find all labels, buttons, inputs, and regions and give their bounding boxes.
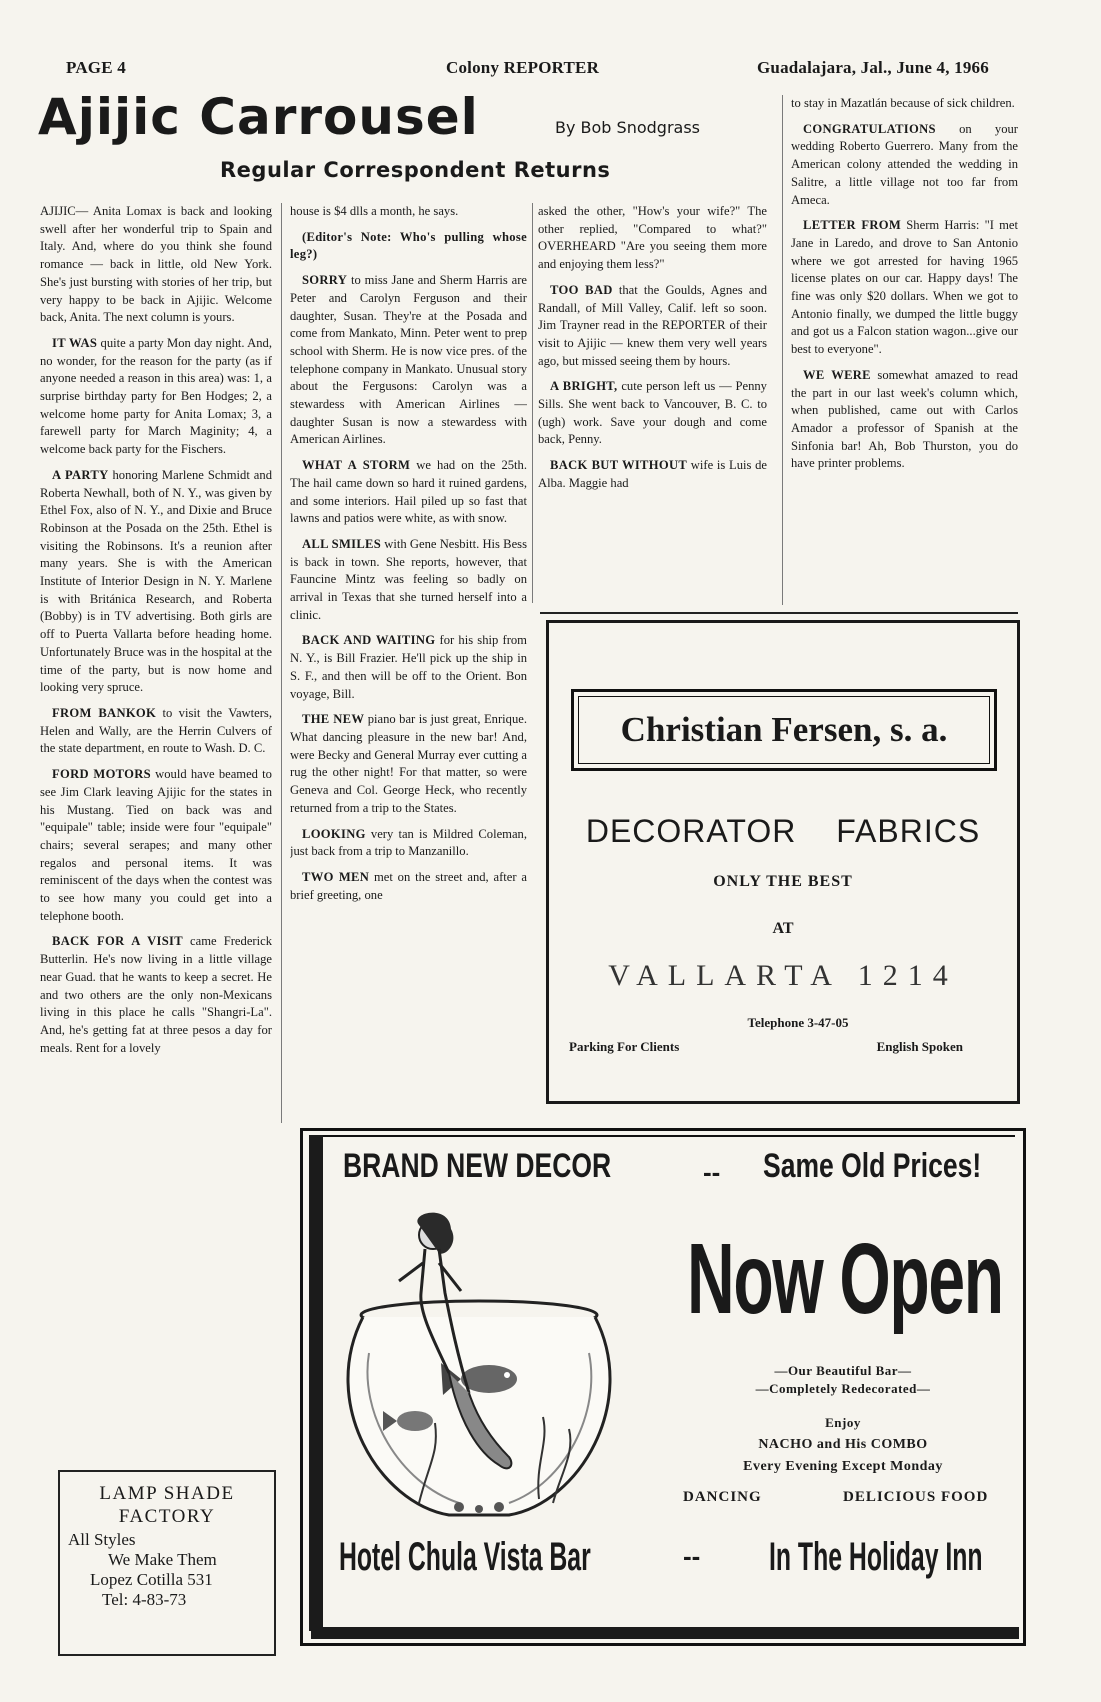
paragraph-lead: (Editor's Note: Who's pulling whose leg?) (290, 229, 527, 262)
paragraph-text: met on the street and, after a brief greeting, one (290, 869, 527, 902)
chula-dancing: DANCING (683, 1489, 762, 1505)
paragraph-text: would have beamed to see Jim Clark leaving Ajijic for the states in his Mustang. Tied on back was and "equipale" table; inside were four "equipale" chairs; several serapes; and many other regalos and personal items. It was reminiscent of the days when the contest was to see how many you could get into a telephone booth. (40, 767, 272, 923)
article-paragraph (791, 95, 1018, 113)
fersen-company-name: Christian Fersen, s. a. (620, 710, 948, 749)
paragraph-lead: FROM BANKOK (52, 705, 157, 720)
article-paragraph (290, 632, 527, 703)
article-paragraph (538, 203, 767, 274)
paragraph-text: somewhat amazed to read the part in our last week's column which, when published, came out with Carlos Amador a professor of Spanish at the Sinfonia bar! Ah, Bob Thurston, you do have printer problems. (791, 367, 1018, 471)
paragraph-text: Sherm Harris: "I met Jane in Laredo, and drove to San Antonio where we got arrested for having 1965 license plates on our car. Happy days! The fine was only $20 dollars. When we got to Antonio finally, we dumped the little buggy and got us a Falcon station wagon...give our best to everyone". (791, 218, 1018, 357)
paragraph-lead: WHAT A STORM (302, 458, 411, 473)
chula-redecorated-line: —Completely Redecorated— (755, 1381, 931, 1396)
lamp-ad-address: Lopez Cotilla 531 (90, 1570, 213, 1589)
lamp-ad-line: All Styles (68, 1530, 136, 1549)
fersen-address: VALLARTA 1214 (608, 959, 958, 992)
chula-bar-line: —Our Beautiful Bar— (774, 1363, 912, 1378)
paragraph-text: honoring Marlene Schmidt and Roberta Newhall, both of N. Y., was given by Ethel Fox, also of N. Y., and Dixie and Bruce Robinson at the Posada on the 25th. Ethel is visiting the Robinsons. It's a reunion after many years. She is with the American Institute of Interior Design in N. Y. Marlene is with Británica Research, and Roberta (Bobby) is in TV advertising. Both girls are off to Puerta Vallarta before heading home. Unfortunately Bruce was in the hospital at the time of the party, but is now home and looking very spruce. (40, 467, 272, 695)
article-paragraph (40, 705, 272, 758)
paragraph-text: for his ship from N. Y., is Bill Frazier. He'll pick up the ship in S. F., and then will be off to the Orient. Bon voyage, Bill. (290, 633, 527, 701)
mermaid-fishbowl-illustration (339, 1203, 619, 1533)
paragraph-text: to stay in Mazatlán because of sick children. (791, 96, 1015, 110)
paragraph-lead: FORD MOTORS (52, 767, 151, 782)
column-rule (281, 203, 282, 1123)
chula-headline: BRAND NEW DECOR (343, 1147, 612, 1185)
paragraph-lead: A BRIGHT, (550, 379, 618, 394)
paragraph-text: asked the other, "How's your wife?" The other replied, "Compared to what?" OVERHEARD "Are you seeing them more and enjoying them less?" (538, 204, 767, 272)
paragraph-text: with Gene Nesbitt. His Bess is back in town. She reports, however, that Fauncine Mintz was feeling so badly on arrival in Texas that she turned herself into a clinic. (290, 536, 527, 622)
paragraph-text: to miss Jane and Sherm Harris are Peter and Carolyn Ferguson and their daughter, Susan. They're at the Posada and come from Mankato, Minn. Peter went to prep school with Sherm. He is now vice pres. of the telephone company in Mankato. Unusual story about the Fergusons: Carolyn was a stewardess with American Airlines — daughter Susan is now a stewardess with American Airlines. (290, 273, 527, 447)
fersen-fabrics-ad (546, 620, 1020, 1104)
paragraph-text: we had on the 25th. The hail came down so hard it ruined gardens, and some interiors. Hail piled up so fast that lawns and patios were white, as with snow. (290, 458, 527, 526)
article-paragraph (40, 335, 272, 459)
paragraph-lead: WE WERE (803, 367, 871, 382)
lamp-ad-line: We Make Them (108, 1550, 217, 1569)
paragraph-text: that the Goulds, Agnes and Randall, of Mill Valley, Calif. left so soon. Jim Trayner read in the REPORTER of their visit to Ajijic — knew them very well years ago, but missed seeing them by hours. (538, 282, 767, 368)
ad-frame (311, 1135, 1015, 1137)
paragraph-text: house is $4 dlls a month, he says. (290, 204, 459, 218)
fersen-headline: DECORATOR FABRICS (585, 813, 981, 849)
paragraph-lead: ALL SMILES (302, 536, 382, 551)
paragraph-lead: A PARTY (52, 467, 109, 482)
article-paragraph (290, 229, 527, 264)
ad-frame (311, 1627, 1019, 1639)
article-paragraph (791, 367, 1018, 473)
dateline: Guadalajara, Jal., June 4, 1966 (757, 58, 989, 77)
lamp-ad-title: FACTORY (118, 1506, 216, 1527)
article-paragraph (40, 766, 272, 925)
article-paragraph (791, 217, 1018, 359)
article-column-4 (791, 95, 1018, 603)
paragraph-text: cute person left us — Penny Sills. She went back to Vancouver, B. C. to (ugh) work. Save your dough and come back, Penny. (538, 379, 767, 447)
article-paragraph (290, 869, 527, 904)
chula-vista-ad (300, 1128, 1026, 1646)
article-paragraph (290, 203, 527, 221)
paragraph-text: piano bar is just great, Enrique. What dancing pleasure in the new bar! And, were Becky and General Murray ever cutting a rug the other night! For that matter, so were Geneva and Col. George Heck, who recently returned from a trip to the States. (290, 712, 527, 815)
article-paragraph (538, 378, 767, 449)
fersen-parking: Parking For Clients (569, 1039, 680, 1054)
article-paragraph (290, 272, 527, 449)
paragraph-text: wife is Luis de Alba. Maggie had (538, 458, 767, 490)
article-paragraph (791, 121, 1018, 210)
article-column-2 (290, 203, 527, 1118)
article-paragraph (40, 467, 272, 697)
article-paragraph (290, 536, 527, 625)
newspaper-name: Colony REPORTER (446, 58, 600, 77)
article-paragraph (290, 711, 527, 817)
column-rule (782, 95, 783, 605)
article-column-3 (538, 203, 767, 598)
paragraph-lead: SORRY (302, 273, 348, 288)
paragraph-lead: LOOKING (302, 826, 366, 841)
article-paragraph (40, 933, 272, 1057)
page-number: PAGE 4 (66, 58, 126, 77)
paragraph-text: to visit the Vawters, Helen and Wally, are the Herrin Culvers of the state department, en route to Wash. D. C. (40, 705, 272, 756)
lamp-ad-title: LAMP SHADE (99, 1483, 235, 1504)
chula-holiday-inn: In The Holiday Inn (769, 1535, 983, 1579)
fersen-tagline: ONLY THE BEST (713, 873, 853, 890)
column-title: Ajijic Carrousel (38, 88, 479, 146)
fersen-english: English Spoken (876, 1039, 963, 1054)
fersen-phone: Telephone 3-47-05 (747, 1015, 849, 1030)
paragraph-text: very tan is Mildred Coleman, just back from a trip to Manzanillo. (290, 826, 527, 859)
byline: By Bob Snodgrass (555, 118, 700, 137)
paragraph-text: AJIJIC— Anita Lomax is back and looking swell after her wonderful trip to Spain and Italy. And, where do you think she found romance — back in little, old New York. She's just bursting with stories of her trip, but very happy to be back in Ajijic. Welcome back, Anita. The next column is yours. (40, 204, 272, 325)
divider (540, 612, 1018, 614)
article-paragraph (538, 457, 767, 492)
chula-separator: -- (703, 1157, 721, 1187)
chula-hotel-name: Hotel Chula Vista Bar (339, 1535, 591, 1579)
chula-combo: NACHO and His COMBO (758, 1437, 928, 1452)
article-paragraph (290, 457, 527, 528)
article-paragraph (290, 826, 527, 861)
lamp-shade-ad (58, 1470, 276, 1656)
now-open-headline: Now Open (687, 1223, 1003, 1335)
ad-frame (309, 1135, 323, 1631)
paragraph-text: on your wedding Roberto Guerrero. Many from the American colony attended the wedding in Salitre, a little village not too far from Ameca. (791, 121, 1018, 207)
article-paragraph (538, 282, 767, 371)
article-paragraph (40, 203, 272, 327)
chula-schedule: Every Evening Except Monday (743, 1459, 943, 1474)
chula-food: DELICIOUS FOOD (843, 1489, 989, 1505)
paragraph-lead: THE NEW (302, 712, 365, 727)
paragraph-lead: LETTER FROM (803, 218, 902, 233)
paragraph-lead: BACK AND WAITING (302, 633, 436, 648)
column-rule (532, 203, 533, 603)
chula-separator: -- (683, 1541, 701, 1571)
paragraph-lead: IT WAS (52, 335, 98, 350)
paragraph-text: quite a party Mon day night. And, no wonder, for the reason for the party (as if anyone needed a reason in this area) was: 1, a surprise birthday party for Ben Hodges; 2, a welcome home party for Anita Lomax; 3, a farewell party for March Maginity; 4, a welcome back party for the Fischers. (40, 335, 272, 457)
paragraph-lead: BACK BUT WITHOUT (550, 458, 688, 473)
paragraph-text: came Frederick Butterlin. He's now living in a little village near Guad. that he wants to keep a secret. He and two others are the only non-Mexicans living in this place he calls "Shangri-La". And, he's getting fat at three pesos a day for meals. Rent for a lovely (40, 934, 272, 1055)
paragraph-lead: BACK FOR A VISIT (52, 934, 183, 949)
article-subhead: Regular Correspondent Returns (220, 158, 611, 182)
lamp-ad-phone: Tel: 4-83-73 (102, 1590, 187, 1609)
chula-enjoy: Enjoy (825, 1415, 861, 1430)
paragraph-lead: TWO MEN (302, 869, 370, 884)
article-column-1 (40, 203, 272, 1439)
paragraph-lead: TOO BAD (550, 282, 613, 297)
fersen-name-box (571, 689, 997, 771)
fersen-at: AT (772, 920, 794, 937)
paragraph-lead: CONGRATULATIONS (803, 121, 936, 136)
chula-headline-prices: Same Old Prices! (763, 1147, 982, 1185)
